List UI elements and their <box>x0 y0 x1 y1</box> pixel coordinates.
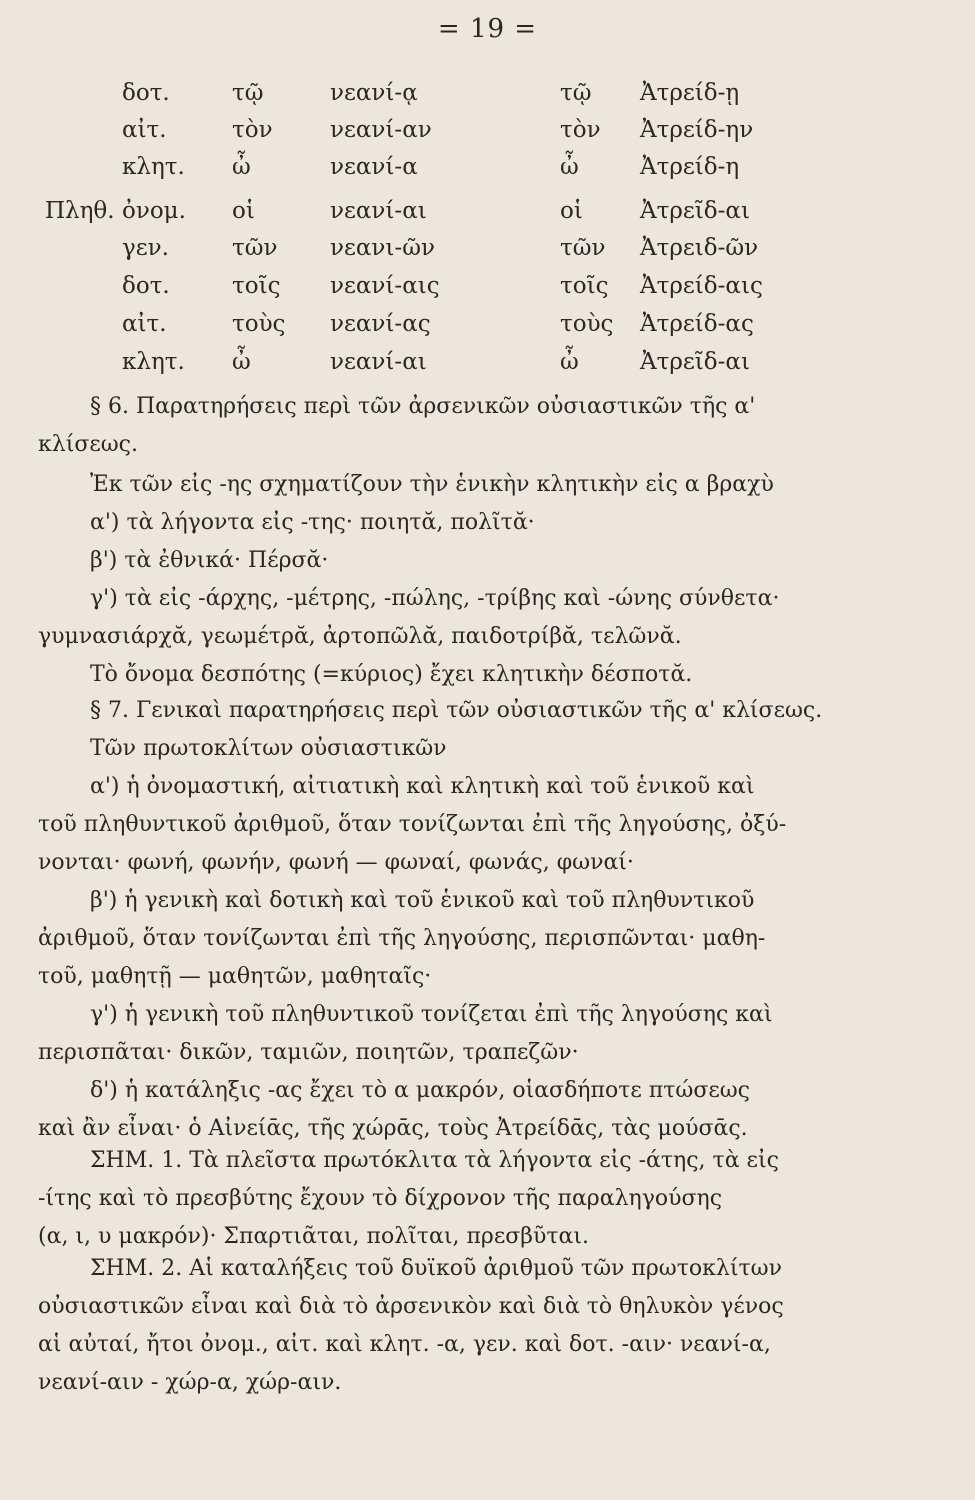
article-cell: τὸν <box>560 117 601 143</box>
text-line: γ') ἡ γενικὴ τοῦ πληθυντικοῦ τονίζεται ἐπὶ τῆς ληγούσης καὶ <box>90 1002 773 1027</box>
table-row <box>0 198 975 232</box>
noun-cell: Ἀτρείδ-η <box>640 154 740 180</box>
text-line: γυμνασιάρχᾰ, γεωμέτρᾰ, ἀρτοπῶλᾰ, παιδοτρίβᾰ, τελῶνᾰ. <box>38 624 682 649</box>
section-7 <box>38 692 838 1148</box>
article-cell: τῷ <box>560 80 592 106</box>
text-line: Ἐκ τῶν εἰς -ης σχηματίζουν τὴν ἑνικὴν κλητικὴν εἰς α βραχὺ <box>90 472 774 497</box>
article-cell: τοὺς <box>560 311 614 337</box>
noun-cell: Ἀτρεῖδ-αι <box>640 349 750 375</box>
noun-cell: νεανί-αι <box>330 198 427 224</box>
text-line: τοῦ, μαθητῇ — μαθητῶν, μαθηταῖς· <box>38 964 432 989</box>
noun-cell: Ἀτρείδ-ην <box>640 117 754 143</box>
case-label: κλητ. <box>122 154 185 180</box>
article-cell: τοὺς <box>232 311 286 337</box>
text-line: β') τὰ ἐθνικά· Πέρσᾰ· <box>90 548 329 573</box>
case-label: κλητ. <box>122 349 185 375</box>
text-line: ΣΗΜ. 1. Τὰ πλεῖστα πρωτόκλιτα τὰ λήγοντα εἰς -άτης, τὰ εἰς <box>90 1148 779 1173</box>
noun-cell: Ἀτρειδ-ῶν <box>640 235 759 261</box>
case-label: ὀνομ. <box>122 198 186 224</box>
note-1 <box>38 1142 838 1256</box>
case-label: γεν. <box>122 235 169 261</box>
text-line: νονται· φωνή, φωνήν, φωνή — φωναί, φωνάς, φωναί· <box>38 850 634 875</box>
text-line: Τῶν πρωτοκλίτων οὐσιαστικῶν <box>90 736 447 761</box>
article-cell: ὦ <box>560 349 579 375</box>
text-line: αἱ αὐταί, ἤτοι ὀνομ., αἰτ. καὶ κλητ. -α, γεν. καὶ δοτ. -αιν· νεανί-α, <box>38 1332 771 1357</box>
table-row <box>0 235 975 269</box>
section-6-heading <box>38 388 838 464</box>
case-label: αἰτ. <box>122 117 167 143</box>
text-line: ἀριθμοῦ, ὅταν τονίζωνται ἐπὶ τῆς ληγούσης, περισπῶνται· μαθη- <box>38 926 766 951</box>
number-label: Πληθ. <box>45 198 115 224</box>
noun-cell: νεανί-ας <box>330 311 431 337</box>
table-row <box>0 273 975 307</box>
article-cell: οἱ <box>232 198 255 224</box>
text-line: κλίσεως. <box>38 432 138 457</box>
text-line: δ') ἡ κατάληξις -ας ἔχει τὸ α μακρόν, οἱασδήποτε πτώσεως <box>90 1078 750 1103</box>
noun-cell: Ἀτρεῖδ-αι <box>640 198 750 224</box>
text-line: νεανί-αιν - χώρ-α, χώρ-αιν. <box>38 1370 342 1395</box>
noun-cell: νεανί-α <box>330 154 418 180</box>
article-cell: τοῖς <box>232 273 281 299</box>
noun-cell: νεανί-αι <box>330 349 427 375</box>
article-cell: οἱ <box>560 198 583 224</box>
noun-cell: Ἀτρείδ-ας <box>640 311 754 337</box>
text-line: περισπᾶται· δικῶν, ταμιῶν, ποιητῶν, τραπεζῶν· <box>38 1040 579 1065</box>
text-line: καὶ ἂν εἶναι· ὁ Αἰνείᾱς, τῆς χώρᾱς, τοὺς Ἀτρείδᾱς, τὰς μούσᾱς. <box>38 1116 748 1141</box>
noun-cell: νεανί-αις <box>330 273 440 299</box>
text-line: οὐσιαστικῶν εἶναι καὶ διὰ τὸ ἀρσενικὸν καὶ διὰ τὸ θηλυκὸν γένος <box>38 1294 784 1319</box>
article-cell: τῶν <box>232 235 278 261</box>
case-label: δοτ. <box>122 80 170 106</box>
article-cell: ὦ <box>560 154 579 180</box>
noun-cell: νεανί-αν <box>330 117 432 143</box>
table-row <box>0 80 975 114</box>
article-cell: τὸν <box>232 117 273 143</box>
table-row <box>0 154 975 188</box>
table-row <box>0 117 975 151</box>
vocative-rules-paragraph <box>38 466 838 694</box>
noun-cell: νεανί-ᾳ <box>330 80 418 106</box>
text-line: (α, ι, υ μακρόν)· Σπαρτιᾶται, πολῖται, πρεσβῦται. <box>38 1224 589 1249</box>
article-cell: τοῖς <box>560 273 609 299</box>
note-2 <box>38 1250 838 1402</box>
article-cell: τῷ <box>232 80 264 106</box>
text-line: Τὸ ὄνομα δεσπότης (=κύριος) ἔχει κλητικὴν δέσποτᾰ. <box>90 662 693 687</box>
text-line: § 6. Παρατηρήσεις περὶ τῶν ἀρσενικῶν οὐσιαστικῶν τῆς α' <box>90 394 756 419</box>
text-line: ΣΗΜ. 2. Αἱ καταλήξεις τοῦ δυϊκοῦ ἀριθμοῦ τῶν πρωτοκλίτων <box>90 1256 782 1281</box>
article-cell: ὦ <box>232 154 251 180</box>
text-line: τοῦ πληθυντικοῦ ἀριθμοῦ, ὅταν τονίζωνται ἐπὶ τῆς ληγούσης, ὀξύ- <box>38 812 787 837</box>
text-line: -ίτης καὶ τὸ πρεσβύτης ἔχουν τὸ δίχρονον τῆς παραληγούσης <box>38 1186 723 1211</box>
text-line: α') τὰ λήγοντα εἰς -της· ποιητᾰ, πολῖτᾰ· <box>90 510 535 535</box>
case-label: αἰτ. <box>122 311 167 337</box>
table-row <box>0 311 975 345</box>
article-cell: τῶν <box>560 235 606 261</box>
text-line: γ') τὰ εἰς -άρχης, -μέτρης, -πώλης, -τρίβης καὶ -ώνης σύνθετα· <box>90 586 780 611</box>
text-line: α') ἡ ὀνομαστική, αἰτιατικὴ καὶ κλητικὴ καὶ τοῦ ἑνικοῦ καὶ <box>90 774 755 799</box>
noun-cell: νεανι-ῶν <box>330 235 435 261</box>
noun-cell: Ἀτρείδ-ῃ <box>640 80 740 106</box>
article-cell: ὦ <box>232 349 251 375</box>
page-number: = 19 = <box>437 14 538 44</box>
noun-cell: Ἀτρείδ-αις <box>640 273 763 299</box>
text-line: § 7. Γενικαὶ παρατηρήσεις περὶ τῶν οὐσιαστικῶν τῆς α' κλίσεως. <box>90 698 823 723</box>
case-label: δοτ. <box>122 273 170 299</box>
table-row <box>0 349 975 383</box>
text-line: β') ἡ γενικὴ καὶ δοτικὴ καὶ τοῦ ἑνικοῦ καὶ τοῦ πληθυντικοῦ <box>90 888 755 913</box>
